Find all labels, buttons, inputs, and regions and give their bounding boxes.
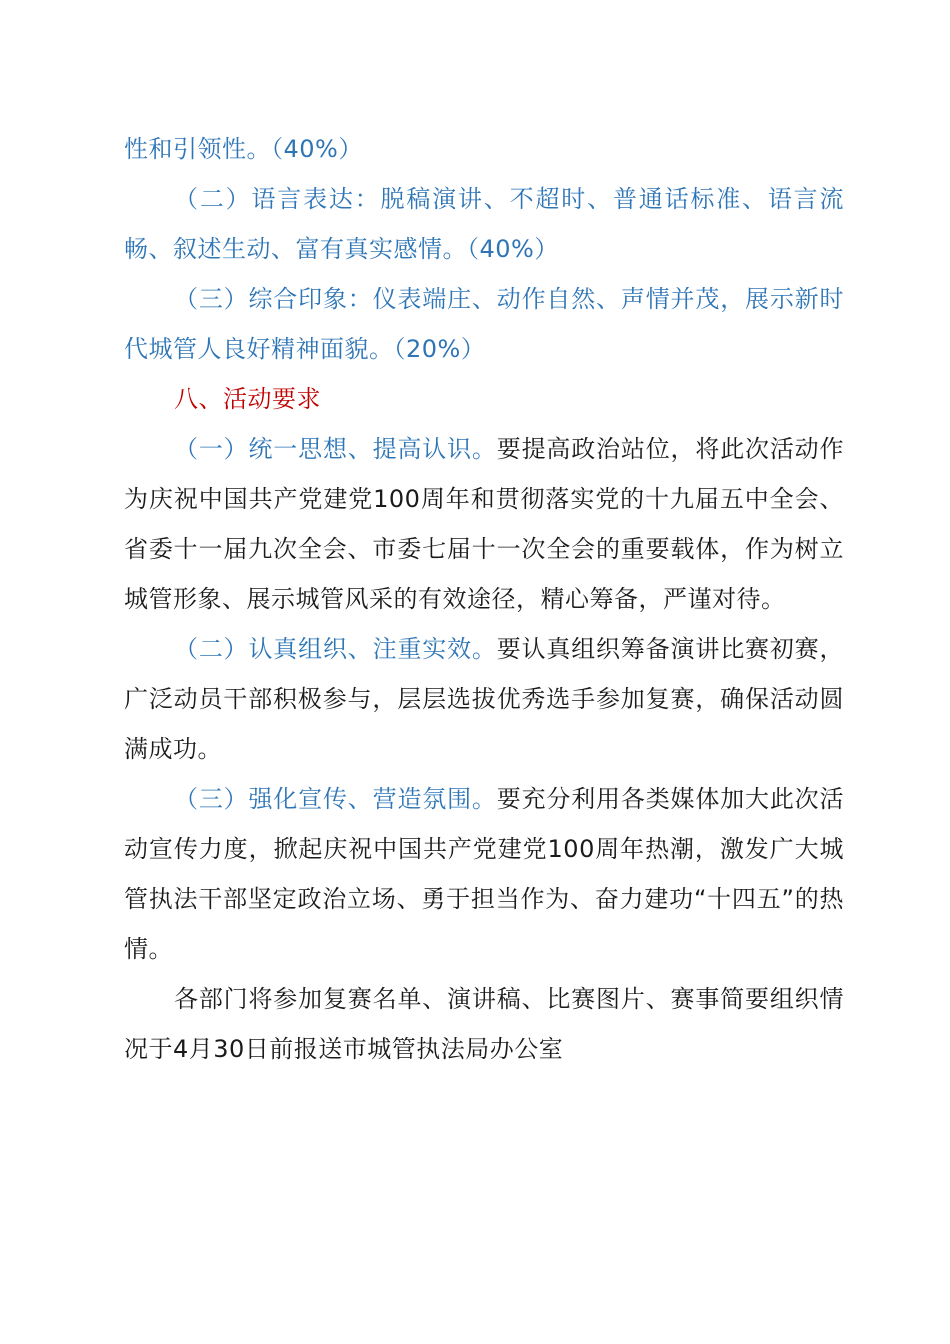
paragraph-lead: （二）认真组织、注重实效。 <box>174 635 497 663</box>
paragraph-text: （三）综合印象：仪表端庄、动作自然、声情并茂，展示新时代城管人良好精神面貌。（20%） <box>124 285 844 363</box>
paragraph-body: 要认真组织筹备演讲比赛初赛，广泛动员干部积极参与，层层选拔优秀选手参加复赛，确保活动圆满成功。 <box>124 635 844 763</box>
paragraph-body: 要提高政治站位，将此次活动作为庆祝中国共产党建党100周年和贯彻落实党的十九届五中全会、省委十一届九次全会、市委七届十一次全会的重要载体，作为树立城管形象、展示城管风采的有效途径，精心筹备，严谨对待。 <box>124 435 844 613</box>
paragraph-text: 性和引领性。（40%） <box>124 135 363 163</box>
paragraph-text: 各部门将参加复赛名单、演讲稿、比赛图片、赛事简要组织情况于4月30日前报送市城管执法局办公室 <box>124 985 844 1063</box>
paragraph-body: 要充分利用各类媒体加大此次活动宣传力度，掀起庆祝中国共产党建党100周年热潮，激发广大城管执法干部坚定政治立场、勇于担当作为、奋力建功“十四五”的热情。 <box>124 785 844 963</box>
paragraph-organize-carefully <box>124 624 844 774</box>
paragraph-lead: （一）统一思想、提高认识。 <box>174 435 497 463</box>
paragraph-scoring-continuation <box>124 124 844 174</box>
heading-text: 八、活动要求 <box>174 385 321 413</box>
paragraph-lead: （三）强化宣传、营造氛围。 <box>174 785 497 813</box>
paragraph-submission-notice <box>124 974 844 1074</box>
paragraph-strengthen-publicity <box>124 774 844 974</box>
paragraph-unify-thinking <box>124 424 844 624</box>
document-body <box>124 124 844 1074</box>
paragraph-language-expression <box>124 174 844 274</box>
section-heading-activity-requirements <box>124 374 844 424</box>
paragraph-text: （二）语言表达：脱稿演讲、不超时、普通话标准、语言流畅、叙述生动、富有真实感情。（40%） <box>124 185 844 263</box>
paragraph-overall-impression <box>124 274 844 374</box>
